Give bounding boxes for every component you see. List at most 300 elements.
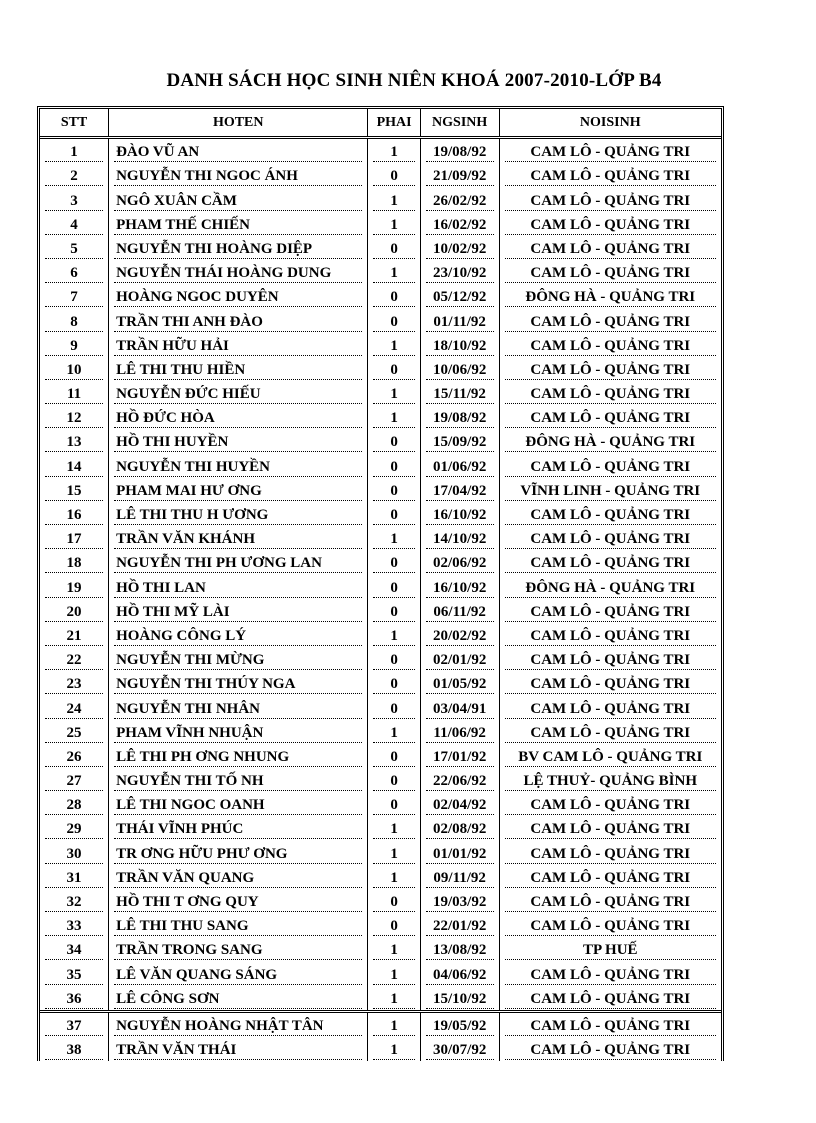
cell-phai-text: 0 [373, 241, 414, 259]
cell-stt-text: 8 [45, 314, 103, 332]
cell-noisinh [499, 260, 721, 284]
cell-ngsinh-text: 02/06/92 [426, 555, 494, 573]
cell-hoten-text: TRẦN VĂN QUANG [114, 870, 362, 888]
cell-hoten-text: LÊ VĂN QUANG SÁNG [114, 967, 362, 985]
cell-stt [40, 986, 109, 1012]
cell-stt-text: 34 [45, 942, 103, 960]
cell-ngsinh [420, 599, 499, 623]
cell-phai [368, 1011, 420, 1037]
cell-stt [40, 889, 109, 913]
cell-hoten [109, 357, 368, 381]
cell-phai [368, 453, 420, 477]
cell-phai [368, 284, 420, 308]
cell-stt [40, 284, 109, 308]
cell-phai-text: 1 [373, 1042, 414, 1060]
cell-hoten [109, 453, 368, 477]
header-noisinh: NOISINH [499, 109, 721, 138]
cell-ngsinh-text: 21/09/92 [426, 168, 494, 186]
cell-phai [368, 671, 420, 695]
cell-phai-text: 1 [373, 725, 414, 743]
cell-noisinh [499, 937, 721, 961]
cell-noisinh-text: CAM LÔ - QUẢNG TRI [505, 555, 716, 573]
cell-ngsinh-text: 09/11/92 [426, 870, 494, 888]
cell-hoten-text: NGUYỄN THI HUYỀN [114, 459, 362, 477]
cell-phai-text: 1 [373, 846, 414, 864]
cell-phai-text: 0 [373, 459, 414, 477]
cell-stt-text: 25 [45, 725, 103, 743]
cell-noisinh [499, 647, 721, 671]
cell-phai [368, 429, 420, 453]
table-row [40, 502, 721, 526]
cell-noisinh [499, 333, 721, 357]
table-row [40, 840, 721, 864]
cell-phai-text: 0 [373, 580, 414, 598]
cell-phai-text: 0 [373, 434, 414, 452]
cell-hoten [109, 865, 368, 889]
cell-noisinh [499, 889, 721, 913]
cell-hoten [109, 284, 368, 308]
cell-phai-text: 1 [373, 217, 414, 235]
cell-noisinh-text: CAM LÔ - QUẢNG TRI [505, 652, 716, 670]
cell-ngsinh-text: 04/06/92 [426, 967, 494, 985]
cell-noisinh [499, 308, 721, 332]
cell-ngsinh [420, 986, 499, 1012]
cell-stt [40, 671, 109, 695]
cell-hoten [109, 478, 368, 502]
cell-ngsinh-text: 26/02/92 [426, 193, 494, 211]
cell-noisinh-text: CAM LÔ - QUẢNG TRI [505, 918, 716, 936]
cell-noisinh [499, 671, 721, 695]
cell-stt [40, 550, 109, 574]
cell-phai [368, 961, 420, 985]
cell-noisinh [499, 913, 721, 937]
cell-noisinh [499, 792, 721, 816]
cell-ngsinh [420, 526, 499, 550]
cell-hoten-text: HỒ THI MỸ LÀI [114, 604, 362, 622]
cell-noisinh-text: ĐÔNG HÀ - QUẢNG TRI [505, 580, 716, 598]
cell-phai-text: 1 [373, 1018, 414, 1036]
cell-noisinh [499, 478, 721, 502]
cell-hoten [109, 889, 368, 913]
cell-hoten [109, 599, 368, 623]
table-row [40, 478, 721, 502]
cell-phai [368, 937, 420, 961]
cell-ngsinh-text: 03/04/91 [426, 701, 494, 719]
cell-stt [40, 163, 109, 187]
table-row [40, 792, 721, 816]
cell-noisinh [499, 429, 721, 453]
cell-stt-text: 16 [45, 507, 103, 525]
cell-hoten [109, 695, 368, 719]
cell-stt-text: 11 [45, 386, 103, 404]
cell-phai [368, 212, 420, 236]
cell-phai [368, 599, 420, 623]
cell-hoten-text: PHAM MAI HƯ ƠNG [114, 483, 362, 501]
cell-noisinh-text: CAM LÔ - QUẢNG TRI [505, 386, 716, 404]
cell-phai-text: 1 [373, 991, 414, 1009]
cell-stt-text: 6 [45, 265, 103, 283]
cell-ngsinh-text: 19/08/92 [426, 144, 494, 162]
cell-stt [40, 502, 109, 526]
table-row [40, 236, 721, 260]
cell-ngsinh [420, 647, 499, 671]
cell-stt-text: 22 [45, 652, 103, 670]
table-body [40, 138, 721, 1062]
table-row [40, 889, 721, 913]
cell-ngsinh [420, 429, 499, 453]
cell-ngsinh [420, 260, 499, 284]
cell-ngsinh-text: 05/12/92 [426, 289, 494, 307]
cell-stt [40, 816, 109, 840]
cell-noisinh [499, 768, 721, 792]
cell-hoten-text: TRẦN TRONG SANG [114, 942, 362, 960]
cell-noisinh-text: CAM LÔ - QUẢNG TRI [505, 362, 716, 380]
cell-ngsinh [420, 405, 499, 429]
cell-ngsinh [420, 913, 499, 937]
cell-ngsinh [420, 865, 499, 889]
cell-noisinh-text: CAM LÔ - QUẢNG TRI [505, 144, 716, 162]
cell-noisinh-text: CAM LÔ - QUẢNG TRI [505, 1042, 716, 1060]
cell-noisinh-text: CAM LÔ - QUẢNG TRI [505, 531, 716, 549]
cell-stt [40, 260, 109, 284]
cell-phai [368, 381, 420, 405]
cell-ngsinh [420, 478, 499, 502]
cell-phai [368, 840, 420, 864]
cell-noisinh [499, 357, 721, 381]
cell-ngsinh [420, 671, 499, 695]
cell-phai [368, 333, 420, 357]
table-row [40, 212, 721, 236]
cell-phai [368, 574, 420, 598]
cell-ngsinh-text: 23/10/92 [426, 265, 494, 283]
table-row [40, 599, 721, 623]
table-row [40, 308, 721, 332]
table-row [40, 453, 721, 477]
cell-ngsinh-text: 14/10/92 [426, 531, 494, 549]
cell-noisinh-text: CAM LÔ - QUẢNG TRI [505, 338, 716, 356]
student-table [40, 109, 721, 1061]
cell-ngsinh [420, 212, 499, 236]
cell-hoten [109, 333, 368, 357]
cell-hoten-text: HOÀNG NGOC DUYÊN [114, 289, 362, 307]
cell-ngsinh [420, 284, 499, 308]
cell-hoten [109, 720, 368, 744]
cell-noisinh [499, 453, 721, 477]
cell-phai-text: 0 [373, 555, 414, 573]
cell-noisinh [499, 526, 721, 550]
cell-phai [368, 187, 420, 211]
cell-noisinh [499, 236, 721, 260]
cell-ngsinh-text: 16/02/92 [426, 217, 494, 235]
cell-stt-text: 18 [45, 555, 103, 573]
cell-noisinh-text: CAM LÔ - QUẢNG TRI [505, 168, 716, 186]
cell-hoten-text: NGUYỄN THI THÚY NGA [114, 676, 362, 694]
table-row [40, 865, 721, 889]
cell-stt [40, 574, 109, 598]
cell-noisinh [499, 212, 721, 236]
table-row [40, 720, 721, 744]
header-phai: PHAI [368, 109, 420, 138]
cell-noisinh [499, 865, 721, 889]
cell-stt-text: 29 [45, 821, 103, 839]
cell-stt-text: 10 [45, 362, 103, 380]
cell-phai-text: 1 [373, 628, 414, 646]
cell-noisinh [499, 695, 721, 719]
cell-hoten [109, 138, 368, 164]
table-row [40, 913, 721, 937]
cell-stt [40, 212, 109, 236]
cell-ngsinh-text: 15/09/92 [426, 434, 494, 452]
cell-noisinh-text: CAM LÔ - QUẢNG TRI [505, 628, 716, 646]
cell-hoten-text: TR ƠNG HỮU PHƯ ƠNG [114, 846, 362, 864]
cell-hoten [109, 840, 368, 864]
cell-hoten-text: TRẦN THI ANH ĐÀO [114, 314, 362, 332]
cell-phai-text: 0 [373, 483, 414, 501]
cell-phai [368, 889, 420, 913]
cell-hoten [109, 260, 368, 284]
cell-stt [40, 792, 109, 816]
cell-hoten [109, 768, 368, 792]
student-table-frame [37, 106, 724, 1061]
table-row [40, 284, 721, 308]
cell-noisinh-text: LỆ THUỶ- QUẢNG BÌNH [505, 773, 716, 791]
cell-hoten [109, 381, 368, 405]
cell-stt [40, 647, 109, 671]
cell-noisinh-text: CAM LÔ - QUẢNG TRI [505, 725, 716, 743]
cell-noisinh-text: CAM LÔ - QUẢNG TRI [505, 846, 716, 864]
cell-phai [368, 405, 420, 429]
cell-noisinh [499, 720, 721, 744]
table-row [40, 526, 721, 550]
cell-noisinh [499, 599, 721, 623]
cell-ngsinh-text: 15/10/92 [426, 991, 494, 1009]
cell-noisinh [499, 502, 721, 526]
cell-ngsinh-text: 10/06/92 [426, 362, 494, 380]
cell-noisinh [499, 1011, 721, 1037]
cell-hoten-text: HỒ THI T ƠNG QUY [114, 894, 362, 912]
cell-stt-text: 7 [45, 289, 103, 307]
cell-stt-text: 9 [45, 338, 103, 356]
cell-ngsinh-text: 18/10/92 [426, 338, 494, 356]
cell-stt [40, 1011, 109, 1037]
cell-hoten-text: HỒ THI LAN [114, 580, 362, 598]
cell-phai-text: 0 [373, 604, 414, 622]
cell-ngsinh-text: 20/02/92 [426, 628, 494, 646]
cell-phai-text: 0 [373, 507, 414, 525]
cell-hoten [109, 187, 368, 211]
cell-phai-text: 1 [373, 942, 414, 960]
cell-noisinh [499, 284, 721, 308]
cell-stt-text: 36 [45, 991, 103, 1009]
cell-hoten-text: NGUYỄN THI NGOC ÁNH [114, 168, 362, 186]
cell-hoten-text: TRẦN HỮU HẢI [114, 338, 362, 356]
cell-noisinh [499, 744, 721, 768]
cell-ngsinh-text: 16/10/92 [426, 507, 494, 525]
cell-ngsinh [420, 695, 499, 719]
cell-stt [40, 187, 109, 211]
cell-stt [40, 695, 109, 719]
cell-stt-text: 21 [45, 628, 103, 646]
cell-phai-text: 0 [373, 918, 414, 936]
header-hoten: HOTEN [109, 109, 368, 138]
cell-ngsinh-text: 15/11/92 [426, 386, 494, 404]
cell-phai-text: 0 [373, 314, 414, 332]
cell-stt-text: 31 [45, 870, 103, 888]
cell-hoten [109, 163, 368, 187]
table-row [40, 816, 721, 840]
cell-hoten-text: NGUYỄN ĐỨC HIẾU [114, 386, 362, 404]
table-row [40, 574, 721, 598]
cell-noisinh-text: CAM LÔ - QUẢNG TRI [505, 410, 716, 428]
cell-hoten-text: NGUYỄN THI HOÀNG DIỆP [114, 241, 362, 259]
cell-phai [368, 260, 420, 284]
cell-ngsinh-text: 02/01/92 [426, 652, 494, 670]
cell-noisinh-text: CAM LÔ - QUẢNG TRI [505, 870, 716, 888]
cell-hoten-text: NGUYỄN THI PH ƯƠNG LAN [114, 555, 362, 573]
cell-hoten-text: NGUYỄN HOÀNG NHẬT TÂN [114, 1018, 362, 1036]
cell-hoten-text: PHAM VĨNH NHUẬN [114, 725, 362, 743]
cell-noisinh-text: CAM LÔ - QUẢNG TRI [505, 797, 716, 815]
cell-noisinh-text: ĐÔNG HÀ - QUẢNG TRI [505, 434, 716, 452]
cell-ngsinh-text: 22/01/92 [426, 918, 494, 936]
cell-hoten [109, 623, 368, 647]
cell-ngsinh [420, 502, 499, 526]
cell-stt [40, 478, 109, 502]
header-ngsinh: NGSINH [420, 109, 499, 138]
table-row [40, 260, 721, 284]
cell-stt-text: 13 [45, 434, 103, 452]
cell-stt [40, 840, 109, 864]
cell-phai [368, 236, 420, 260]
cell-hoten [109, 744, 368, 768]
cell-noisinh [499, 187, 721, 211]
table-row [40, 744, 721, 768]
cell-ngsinh-text: 10/02/92 [426, 241, 494, 259]
cell-stt [40, 333, 109, 357]
cell-phai-text: 0 [373, 773, 414, 791]
cell-hoten [109, 308, 368, 332]
cell-ngsinh-text: 11/06/92 [426, 725, 494, 743]
cell-noisinh [499, 550, 721, 574]
cell-noisinh [499, 1037, 721, 1061]
cell-hoten-text: NGUYỄN THI TỐ NH [114, 773, 362, 791]
cell-phai [368, 695, 420, 719]
table-row [40, 405, 721, 429]
cell-hoten-text: HỒ THI HUYỀN [114, 434, 362, 452]
table-row [40, 961, 721, 985]
cell-stt [40, 526, 109, 550]
cell-stt [40, 913, 109, 937]
cell-hoten [109, 212, 368, 236]
cell-stt-text: 32 [45, 894, 103, 912]
table-row [40, 695, 721, 719]
cell-ngsinh-text: 02/08/92 [426, 821, 494, 839]
cell-phai-text: 0 [373, 362, 414, 380]
cell-ngsinh-text: 02/04/92 [426, 797, 494, 815]
cell-ngsinh [420, 816, 499, 840]
cell-stt-text: 24 [45, 701, 103, 719]
cell-ngsinh-text: 22/06/92 [426, 773, 494, 791]
cell-ngsinh [420, 187, 499, 211]
cell-stt-text: 30 [45, 846, 103, 864]
cell-noisinh [499, 840, 721, 864]
cell-phai [368, 744, 420, 768]
cell-hoten [109, 526, 368, 550]
cell-stt-text: 19 [45, 580, 103, 598]
cell-stt-text: 17 [45, 531, 103, 549]
cell-hoten-text: LÊ THI THU SANG [114, 918, 362, 936]
table-row [40, 986, 721, 1012]
cell-ngsinh [420, 308, 499, 332]
cell-stt [40, 1037, 109, 1061]
cell-phai-text: 1 [373, 386, 414, 404]
cell-phai-text: 0 [373, 168, 414, 186]
cell-hoten [109, 961, 368, 985]
cell-ngsinh [420, 236, 499, 260]
cell-ngsinh [420, 333, 499, 357]
cell-noisinh [499, 405, 721, 429]
cell-noisinh-text: CAM LÔ - QUẢNG TRI [505, 314, 716, 332]
cell-noisinh-text: CAM LÔ - QUẢNG TRI [505, 459, 716, 477]
cell-ngsinh [420, 381, 499, 405]
cell-ngsinh-text: 16/10/92 [426, 580, 494, 598]
cell-stt-text: 27 [45, 773, 103, 791]
cell-noisinh-text: BV CAM LÔ - QUẢNG TRI [505, 749, 716, 767]
table-row [40, 671, 721, 695]
cell-stt [40, 720, 109, 744]
cell-ngsinh-text: 30/07/92 [426, 1042, 494, 1060]
cell-noisinh-text: CAM LÔ - QUẢNG TRI [505, 507, 716, 525]
cell-hoten [109, 550, 368, 574]
cell-phai-text: 1 [373, 870, 414, 888]
cell-hoten [109, 405, 368, 429]
cell-noisinh [499, 986, 721, 1012]
cell-ngsinh-text: 19/08/92 [426, 410, 494, 428]
cell-stt [40, 744, 109, 768]
cell-hoten [109, 792, 368, 816]
cell-phai-text: 1 [373, 410, 414, 428]
cell-hoten-text: LÊ THI PH ƠNG NHUNG [114, 749, 362, 767]
cell-phai [368, 163, 420, 187]
table-row [40, 357, 721, 381]
cell-stt-text: 15 [45, 483, 103, 501]
cell-ngsinh [420, 623, 499, 647]
cell-phai [368, 986, 420, 1012]
cell-ngsinh-text: 06/11/92 [426, 604, 494, 622]
table-row [40, 138, 721, 164]
cell-phai-text: 0 [373, 749, 414, 767]
table-row [40, 429, 721, 453]
cell-ngsinh [420, 792, 499, 816]
cell-noisinh-text: VĨNH LINH - QUẢNG TRI [505, 483, 716, 501]
cell-hoten [109, 1011, 368, 1037]
cell-noisinh-text: CAM LÔ - QUẢNG TRI [505, 701, 716, 719]
cell-stt [40, 865, 109, 889]
cell-stt [40, 453, 109, 477]
cell-stt-text: 12 [45, 410, 103, 428]
table-row [40, 1037, 721, 1061]
cell-phai-text: 1 [373, 193, 414, 211]
cell-noisinh [499, 623, 721, 647]
cell-hoten-text: LÊ THI THU HIỀN [114, 362, 362, 380]
cell-phai [368, 816, 420, 840]
cell-stt [40, 623, 109, 647]
cell-stt-text: 14 [45, 459, 103, 477]
cell-phai [368, 623, 420, 647]
cell-ngsinh [420, 1037, 499, 1061]
cell-stt-text: 4 [45, 217, 103, 235]
cell-stt [40, 405, 109, 429]
